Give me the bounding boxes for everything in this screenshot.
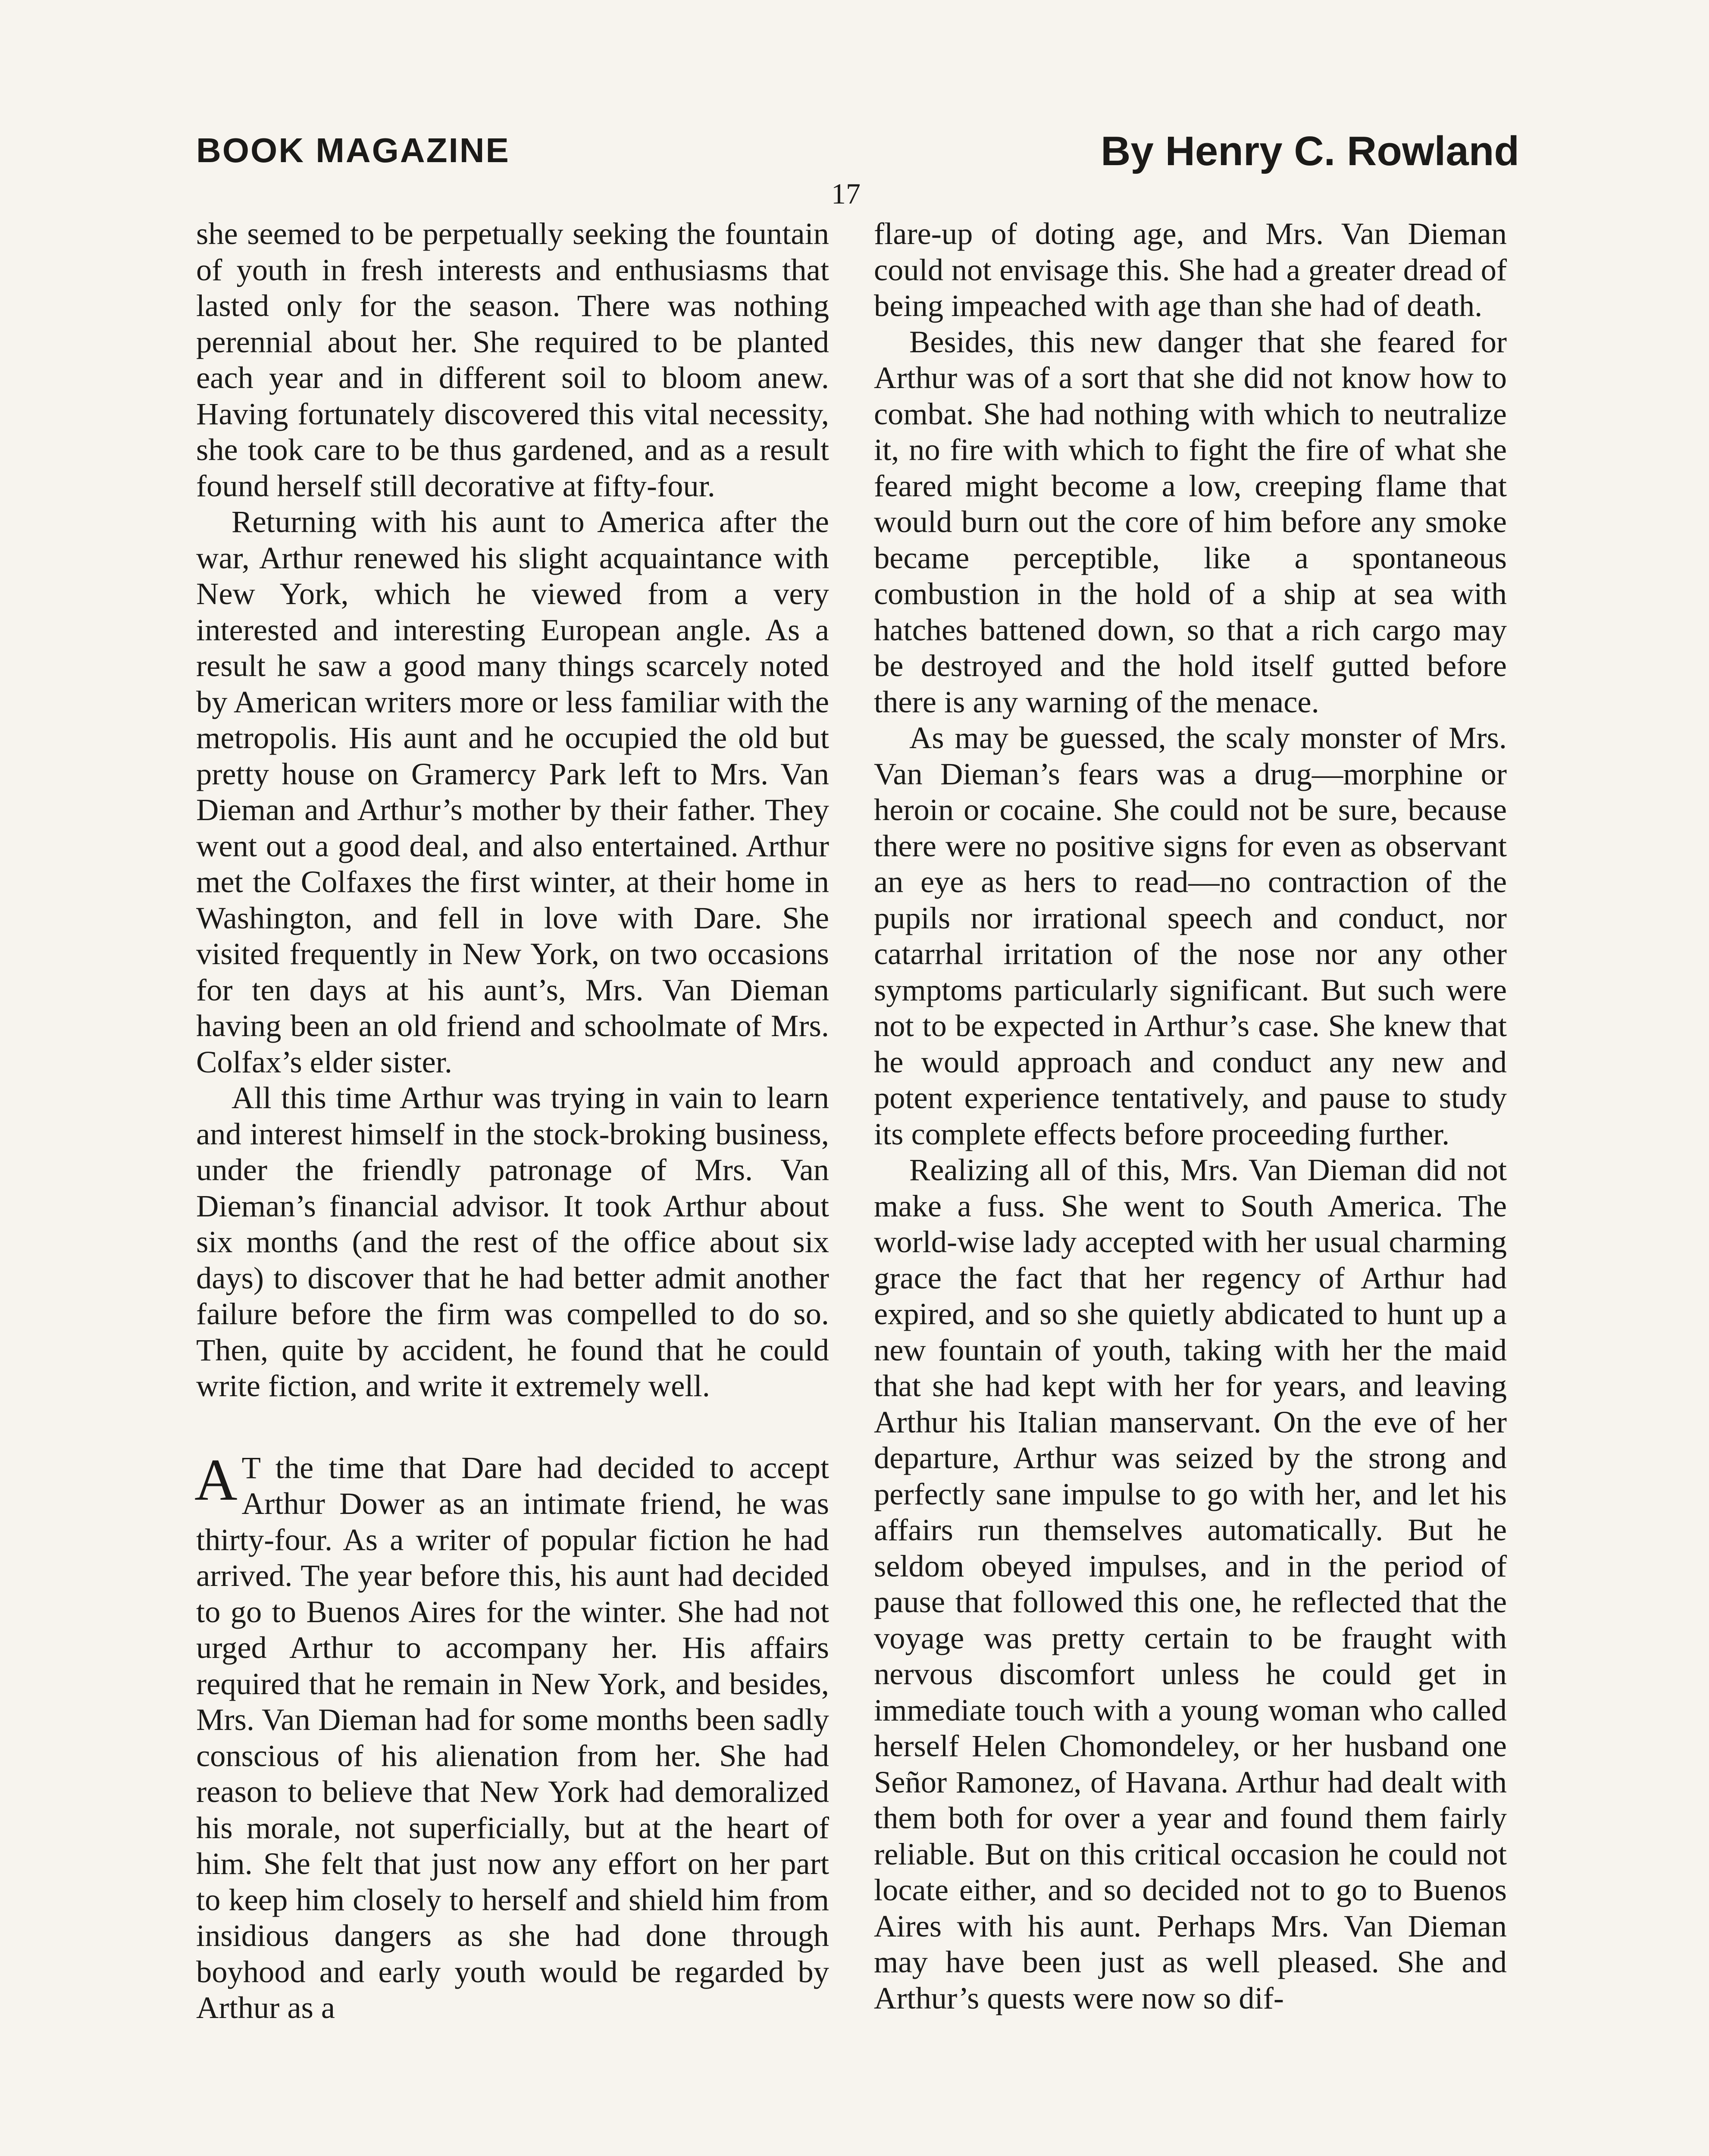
section-break <box>196 1404 829 1450</box>
left-column <box>196 216 829 2026</box>
drop-cap: A <box>194 1446 238 1513</box>
right-column <box>874 216 1507 2016</box>
paragraph: Besides, this new danger that she feared for Arthur was of a sort that she did not know how to combat. She had nothing with which to neutralize it, no fire with which to fight the fire of what she feared might become a low, creeping flame that would burn out the core of him before any smoke became perceptible, like a spontaneous combustion in the hold of a ship at sea with hatches battened down, so that a rich cargo may be destroyed and the hold itself gutted before there is any warning of the menace. <box>874 324 1507 719</box>
page-number: 17 <box>831 177 861 210</box>
paragraph: All this time Arthur was trying in vain to learn and interest himself in the stock-broking business, under the friendly patronage of Mrs. Van Dieman’s financial advisor. It took Arthur about six months (and the rest of the office about six days) to discover that he had better admit another failure before the firm was compelled to do so. Then, quite by accident, he found that he could write fiction, and write it extremely well. <box>196 1080 829 1403</box>
magazine-title: BOOK MAGAZINE <box>196 131 510 169</box>
paragraph: Returning with his aunt to America after the war, Arthur renewed his slight acquaintance with New York, which he viewed from a very interested and interesting European angle. As a result he saw a good many things scarcely noted by American writers more or less familiar with the metropolis. His aunt and he occupied the old but pretty house on Gramercy Park left to Mrs. Van Dieman and Arthur’s mother by their father. They went out a good deal, and also entertained. Arthur met the Colfaxes the first winter, at their home in Washington, and fell in love with Dare. She visited frequently in New York, on two occasions for ten days at his aunt’s, Mrs. Van Dieman having been an old friend and schoolmate of Mrs. Colfax’s elder sister. <box>196 504 829 1079</box>
paragraph: Realizing all of this, Mrs. Van Dieman did not make a fuss. She went to South America. The world-wise lady accepted with her usual charming grace the fact that her regency of Arthur had expired, and so she quietly abdicated to hunt up a new fountain of youth, taking with her the maid that she had kept with her for years, and leaving Arthur his Italian manservant. On the eve of her departure, Arthur was seized by the strong and perfectly sane impulse to go with her, and let his affairs run themselves automatically. But he seldom obeyed impulses, and in the period of pause that followed this one, he reflected that the voyage was pretty certain to be fraught with nervous discomfort unless he could get in immediate touch with a young woman who called herself Helen Chomondeley, or her husband one Señor Ramonez, of Havana. Arthur had dealt with them both for over a year and found them fairly reliable. But on this critical occasion he could not locate either, and so decided not to go to Buenos Aires with his aunt. Perhaps Mrs. Van Dieman may have been just as well pleased. She and Arthur’s quests were now so dif- <box>874 1152 1507 2015</box>
paragraph: flare-up of doting age, and Mrs. Van Dieman could not envisage this. She had a greater dread of being impeached with age than she had of death. <box>874 216 1507 323</box>
paragraph-text: T the time that Dare had decided to accept Arthur Dower as an intimate friend, he was thirty-four. As a writer of popular fiction he had arrived. The year before this, his aunt had decided to go to Buenos Aires for the winter. She had not urged Arthur to accompany her. His affairs required that he remain in New York, and besides, Mrs. Van Dieman had for some months been sadly conscious of his alienation from her. She had reason to believe that New York had demoralized his morale, not superficially, but at the heart of him. She felt that just now any effort on her part to keep him closely to herself and shield him from insidious dangers as she had done through boyhood and early youth would be regarded by Arthur as a <box>196 1450 829 2025</box>
section-opening-paragraph <box>194 1446 829 2026</box>
paragraph: As may be guessed, the scaly monster of Mrs. Van Dieman’s fears was a drug—morphine or heroin or cocaine. She could not be sure, because there were no positive signs for even as observant an eye as hers to read—no contraction of the pupils nor irrational speech and conduct, nor catarrhal irritation of the nose nor any other symptoms particularly significant. But such were not to be expected in Arthur’s case. She knew that he would approach and conduct any new and potent experience tentatively, and pause to study its complete effects before proceeding further. <box>874 720 1507 1151</box>
paragraph: she seemed to be perpetually seeking the fountain of youth in fresh interests and enthusiasms that lasted only for the season. There was nothing perennial about her. She required to be planted each year and in different soil to bloom anew. Having fortunately discovered this vital necessity, she took care to be thus gardened, and as a result found herself still decorative at fifty-four. <box>196 216 829 503</box>
author-byline: By Henry C. Rowland <box>1101 128 1519 174</box>
